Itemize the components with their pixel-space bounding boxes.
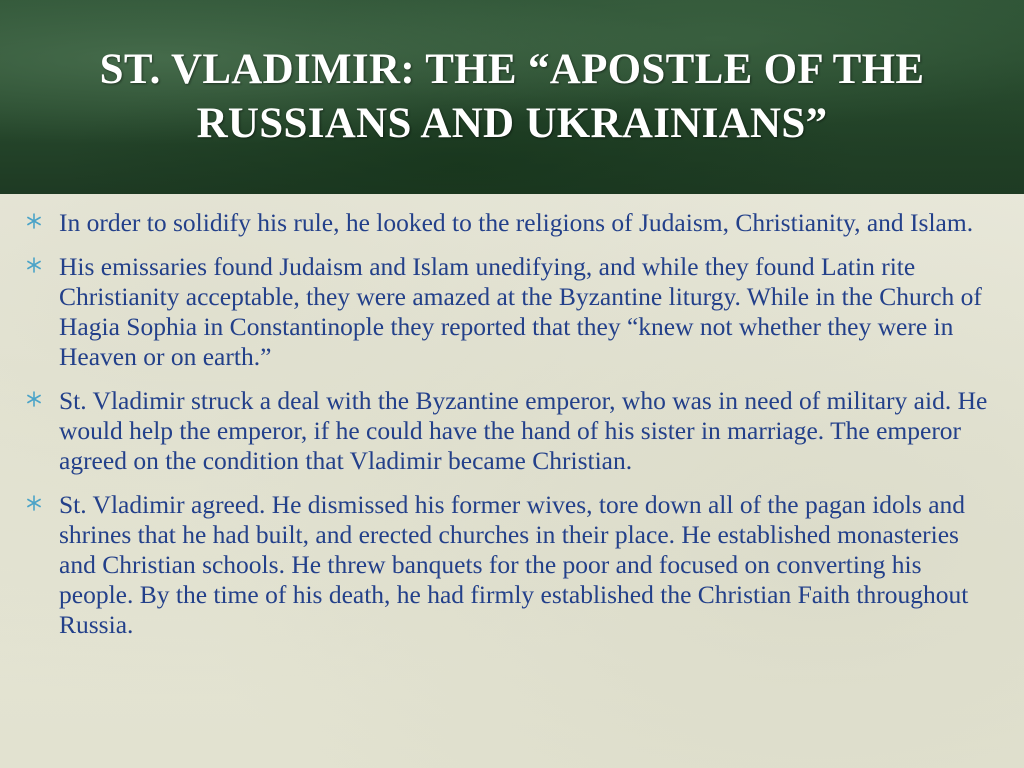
asterisk-bullet-icon xyxy=(24,389,44,409)
slide-title: ST. VLADIMIR: THE “APOSTLE OF THE RUSSIANS AND UKRAINIANS” xyxy=(99,46,925,147)
asterisk-bullet-icon xyxy=(24,493,44,513)
asterisk-bullet-icon xyxy=(24,255,44,275)
bullet-item-4 xyxy=(24,490,1000,640)
bullet-text: St. Vladimir agreed. He dismissed his former wives, tore down all of the pagan idols and shrines that he had built, and erected churches in their place. He established monasteries and Christian schools. He threw banquets for the poor and focused on converting his people. By the time of his death, he had firmly established the Christian Faith throughout Russia. xyxy=(59,490,969,639)
title-band xyxy=(0,0,1024,194)
bullet-text: In order to solidify his rule, he looked to the religions of Judaism, Christianity, and Islam. xyxy=(59,208,974,237)
bullet-text: His emissaries found Judaism and Islam unedifying, and while they found Latin rite Christianity acceptable, they were amazed at the Byzantine liturgy. While in the Church of Hagia Sophia in Constantinople they reported that they “knew not whether they were in Heaven or on earth.” xyxy=(59,252,982,371)
bullet-item-3 xyxy=(24,386,1000,476)
bullet-text: St. Vladimir struck a deal with the Byzantine emperor, who was in need of military aid. He would help the emperor, if he could have the hand of his sister in marriage. The emperor agreed on the condition that Vladimir became Christian. xyxy=(59,386,988,475)
asterisk-bullet-icon xyxy=(24,211,44,231)
bullet-item-1 xyxy=(24,208,1000,238)
bullet-item-2 xyxy=(24,252,1000,372)
bullet-list xyxy=(24,208,1000,654)
